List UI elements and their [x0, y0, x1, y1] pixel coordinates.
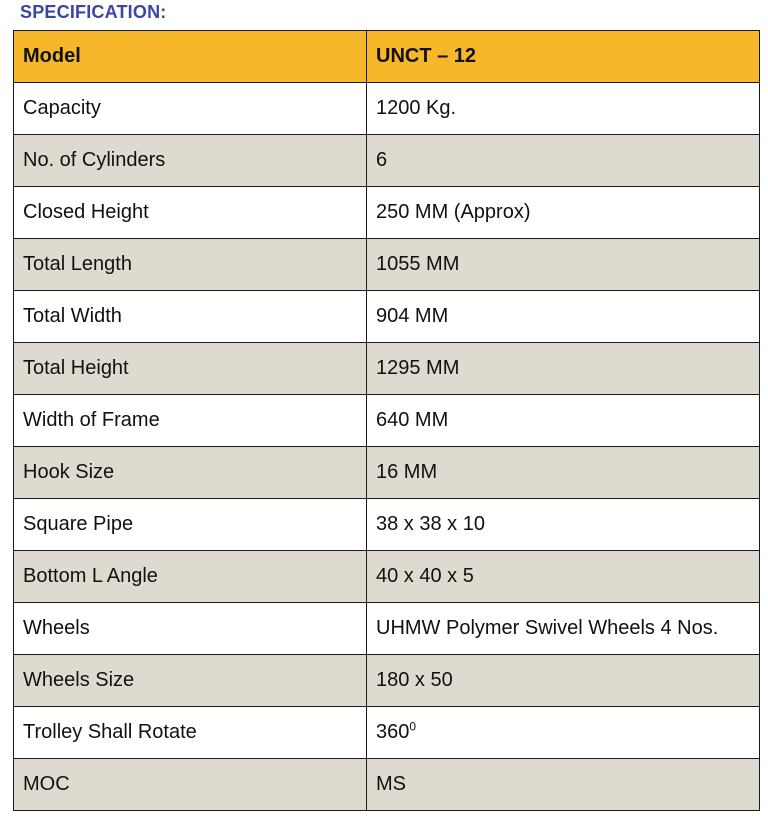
row-label: No. of Cylinders	[14, 135, 367, 187]
row-label: Capacity	[14, 83, 367, 135]
row-value: 16 MM	[367, 447, 760, 499]
row-value: 1295 MM	[367, 343, 760, 395]
table-row	[14, 551, 760, 603]
row-value: MS	[367, 759, 760, 811]
row-label: Hook Size	[14, 447, 367, 499]
table-row	[14, 187, 760, 239]
table-header-row	[14, 31, 760, 83]
table-row	[14, 655, 760, 707]
row-value	[367, 707, 760, 759]
row-value: 40 x 40 x 5	[367, 551, 760, 603]
table-row	[14, 395, 760, 447]
row-label: Square Pipe	[14, 499, 367, 551]
row-value: 1200 Kg.	[367, 83, 760, 135]
row-label: Total Width	[14, 291, 367, 343]
table-row	[14, 135, 760, 187]
rotation-superscript: 0	[409, 719, 417, 734]
row-label: Trolley Shall Rotate	[14, 707, 367, 759]
specification-table-body	[14, 31, 760, 811]
table-row	[14, 343, 760, 395]
row-value: 180 x 50	[367, 655, 760, 707]
row-value: 1055 MM	[367, 239, 760, 291]
table-row	[14, 239, 760, 291]
row-label: Bottom L Angle	[14, 551, 367, 603]
header-label-cell: Model	[14, 31, 367, 83]
specification-table	[13, 30, 760, 811]
table-row	[14, 447, 760, 499]
table-row	[14, 707, 760, 759]
row-label: MOC	[14, 759, 367, 811]
row-value: 250 MM (Approx)	[367, 187, 760, 239]
header-value-cell: UNCT – 12	[367, 31, 760, 83]
spec-heading: SPECIFICATION:	[20, 2, 167, 22]
table-row	[14, 603, 760, 655]
row-label: Closed Height	[14, 187, 367, 239]
table-row	[14, 83, 760, 135]
row-value: 904 MM	[367, 291, 760, 343]
row-value: 38 x 38 x 10	[367, 499, 760, 551]
row-value: UHMW Polymer Swivel Wheels 4 Nos.	[367, 603, 760, 655]
row-label: Total Height	[14, 343, 367, 395]
rotation-value: 360	[376, 721, 410, 743]
table-row	[14, 759, 760, 811]
row-label: Total Length	[14, 239, 367, 291]
row-label: Wheels	[14, 603, 367, 655]
table-row	[14, 499, 760, 551]
row-value: 6	[367, 135, 760, 187]
row-label: Width of Frame	[14, 395, 367, 447]
row-label: Wheels Size	[14, 655, 367, 707]
table-row	[14, 291, 760, 343]
row-value: 640 MM	[367, 395, 760, 447]
